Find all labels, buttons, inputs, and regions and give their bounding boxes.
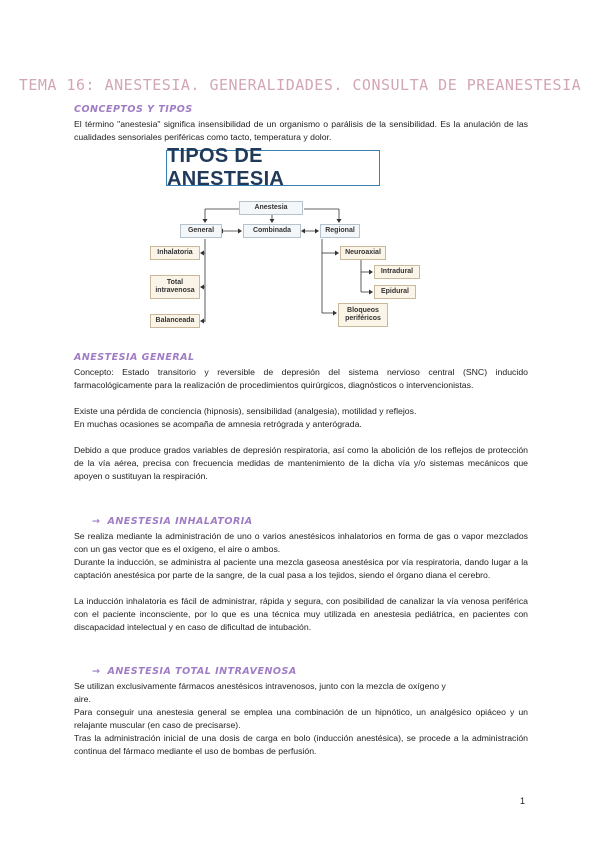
page-number: 1 <box>520 796 526 806</box>
arrowhead-regional <box>337 219 342 223</box>
arrowhead-neuroaxial <box>335 251 339 256</box>
node-bloqueos-perifericos: Bloqueos periféricos <box>338 303 388 327</box>
section-heading-tiva <box>92 666 297 677</box>
arrowhead-total-iv <box>200 285 204 290</box>
tiva-p1a: Se utilizan exclusivamente fármacos anestésicos intravenosos, junto con la mezcla de oxígeno y <box>74 681 446 691</box>
arrowhead-general <box>203 219 208 223</box>
tiva-p2: Para conseguir una anestesia general se emplea una combinación de un hipnótico, un analgésico opiáceo y un relajante muscular (en caso de precisarse). <box>74 707 528 730</box>
inhalatoria-p2: Durante la inducción, se administra al paciente una mezcla gaseosa anestésica por vía respiratoria, dando lugar a la captación anestésica por parte de la sangre, de la cual pasa a los tejidos, siendo el órgano diana el cerebro. <box>74 557 528 580</box>
general-amnesia: En muchas ocasiones se acompaña de amnesia retrógrada y anterógrada. <box>74 419 362 429</box>
tiva-text <box>74 680 528 758</box>
inhalatoria-p3: La inducción inhalatoria es fácil de administrar, rápida y segura, con posibilidad de canalizar la vía venosa periférica con el paciente inconsciente, por lo que es una técnica muy utilizada en anestesia pediátrica, en pacientes con discapacidad intelectual y en caso de dificultad de intubación. <box>74 596 528 632</box>
arrow-right-icon: → <box>92 666 101 677</box>
diagram-title: TIPOS DE ANESTESIA <box>167 145 285 190</box>
node-anestesia: Anestesia <box>239 201 303 215</box>
node-balanceada: Balanceada <box>150 314 200 328</box>
general-text <box>74 366 528 483</box>
arrow-right-icon: → <box>92 516 101 527</box>
node-intradural: Intradural <box>374 265 420 279</box>
tiva-p1b: aire. <box>74 694 91 704</box>
arrowhead-intradural <box>369 270 373 275</box>
node-regional: Regional <box>320 224 360 238</box>
node-total-intravenosa: Total intravenosa <box>150 275 200 299</box>
arrowhead-regional-left <box>315 229 319 234</box>
general-respiratoria: Debido a que produce grados variables de depresión respiratoria, así como la abolición de los reflejos de protección de la vía aérea, precisa con frecuencia medidas de mantenimiento de la dicha vía y/o sistemas mecánicos que apoyen o sustituyan la respiración. <box>74 445 528 481</box>
inhalatoria-p1: Se realiza mediante la administración de uno o varios anestésicos inhalatorios en forma de gas o vapor mezclados con un gas vector que es el oxígeno, el aire o ambos. <box>74 531 528 554</box>
arrowhead-epidural <box>369 290 373 295</box>
node-combinada: Combinada <box>243 224 301 238</box>
arrowhead-bloqueos <box>333 311 337 316</box>
node-general: General <box>180 224 222 238</box>
arrowhead-balanceada <box>200 319 204 324</box>
arrowhead-combinada-right <box>301 229 305 234</box>
general-perdida: Existe una pérdida de conciencia (hipnosis), sensibilidad (analgesia), motilidad y reflejos. <box>74 406 417 416</box>
tiva-p3: Tras la administración inicial de una dosis de carga en bolo (inducción anestésica), se procede a la administración continua del fármaco mediante el uso de bombas de perfusión. <box>74 733 528 756</box>
arrowhead-combinada-left <box>238 229 242 234</box>
node-epidural: Epidural <box>374 285 416 299</box>
arrowhead-inhalatoria <box>200 251 204 256</box>
inhalatoria-text <box>74 530 528 634</box>
general-concepto: Concepto: Estado transitorio y reversible de depresión del sistema nervioso central (SNC) inducido farmacológicamente para la realización de procedimientos quirúrgicos, diagnósticos o intervencionistas. <box>74 367 528 390</box>
page-title: TEMA 16: ANESTESIA. GENERALIDADES. CONSULTA DE PREANESTESIA <box>18 76 582 94</box>
tiva-heading-label: ANESTESIA TOTAL INTRAVENOSA <box>107 666 297 677</box>
node-inhalatoria: Inhalatoria <box>150 246 200 260</box>
section-heading-inhalatoria <box>92 516 253 527</box>
conceptos-paragraph: El término "anestesia" significa insensibilidad de un organismo o parálisis de la sensibilidad. Es la anulación de las cualidades sensoriales periféricas como tacto, temperatura y dolor. <box>74 119 528 142</box>
arrowhead-combinada <box>270 219 275 223</box>
section-heading-general: ANESTESIA GENERAL <box>74 352 195 363</box>
section-heading-conceptos: CONCEPTOS Y TIPOS <box>74 104 193 115</box>
inhalatoria-heading-label: ANESTESIA INHALATORIA <box>107 516 253 527</box>
node-neuroaxial: Neuroaxial <box>340 246 386 260</box>
